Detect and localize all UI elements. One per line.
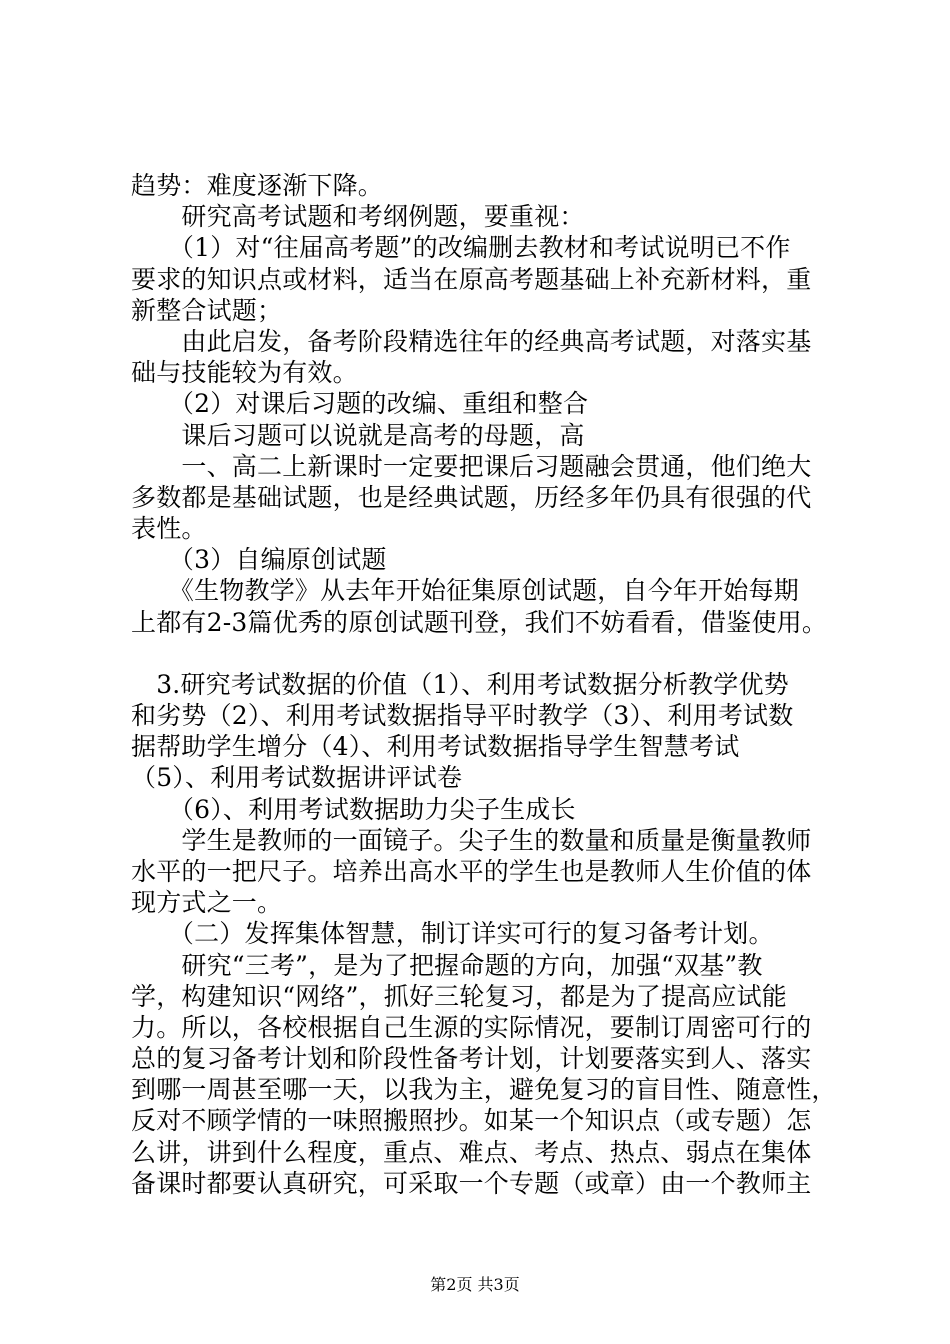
text-line: 课后习题可以说就是高考的母题，高: [131, 420, 585, 450]
text-line: 趋势：难度逐渐下降。: [131, 171, 384, 200]
text-line: 到哪一周甚至哪一天，以我为主，避免复习的盲目性、随意性，: [131, 1075, 837, 1105]
text-line: 一、高二上新课时一定要把课后习题融会贯通，他们绝大: [131, 451, 812, 481]
text-line: 由此启发，备考阶段精选往年的经典高考试题，对落实基: [131, 326, 812, 356]
text-line: 和劣势（2）、利用考试数据指导平时教学（3）、利用考试数: [131, 701, 794, 730]
text-line: 上都有2-3篇优秀的原创试题刊登，我们不妨看看，借鉴使用。: [131, 607, 828, 637]
text-line: 力。所以，各校根据自己生源的实际情况，要制订周密可行的: [131, 1012, 812, 1042]
text-line: 3.研究考试数据的价值（1）、利用考试数据分析教学优势: [131, 669, 789, 699]
text-line: （1）对“往届高考题”的改编删去教材和考试说明已不作: [131, 233, 791, 263]
text-line: （二）发挥集体智慧，制订详实可行的复习备考计划。: [131, 919, 774, 949]
text-line: 要求的知识点或材料，适当在原高考题基础上补充新材料，重: [131, 264, 812, 294]
text-line: 新整合试题；: [131, 295, 283, 325]
text-line: 《生物教学》从去年开始征集原创试题，自今年开始每期: [131, 576, 799, 606]
page-footer: 第2页 共3页: [430, 1275, 520, 1294]
text-line: 表性。: [131, 514, 207, 544]
text-line: 备课时都要认真研究，可采取一个专题（或章）由一个教师主: [131, 1168, 812, 1198]
text-line: 么讲，讲到什么程度，重点、难点、考点、热点、弱点在集体: [131, 1137, 812, 1167]
text-line: 学生是教师的一面镜子。尖子生的数量和质量是衡量教师: [131, 825, 812, 855]
text-line: （3）自编原创试题: [131, 545, 387, 575]
text-line: （2）对课后习题的改编、重组和整合: [131, 389, 589, 419]
text-line: 反对不顾学情的一味照搬照抄。如某一个知识点（或专题）怎: [131, 1106, 812, 1136]
text-line: 学，构建知识“网络”，抓好三轮复习，都是为了提高应试能: [131, 981, 787, 1011]
text-line: （6）、利用考试数据助力尖子生成长: [131, 794, 576, 824]
text-line: 研究“三考”，是为了把握命题的方向，加强“双基”教: [131, 950, 763, 980]
text-line: 础与技能较为有效。: [131, 358, 358, 388]
text-line: 据帮助学生增分（4）、利用考试数据指导学生智慧考试: [131, 732, 740, 762]
text-line: 现方式之一。: [131, 888, 283, 918]
document-body: [131, 170, 837, 1199]
text-line: （5）、利用考试数据讲评试卷: [131, 763, 463, 793]
text-line: 研究高考试题和考纲例题，要重视：: [131, 202, 585, 232]
text-line: 总的复习备考计划和阶段性备考计划，计划要落实到人、落实: [131, 1044, 812, 1074]
text-line: 水平的一把尺子。培养出高水平的学生也是教师人生价值的体: [131, 856, 812, 886]
blank-line: [131, 638, 831, 669]
text-line: 多数都是基础试题，也是经典试题，历经多年仍具有很强的代: [131, 482, 812, 512]
